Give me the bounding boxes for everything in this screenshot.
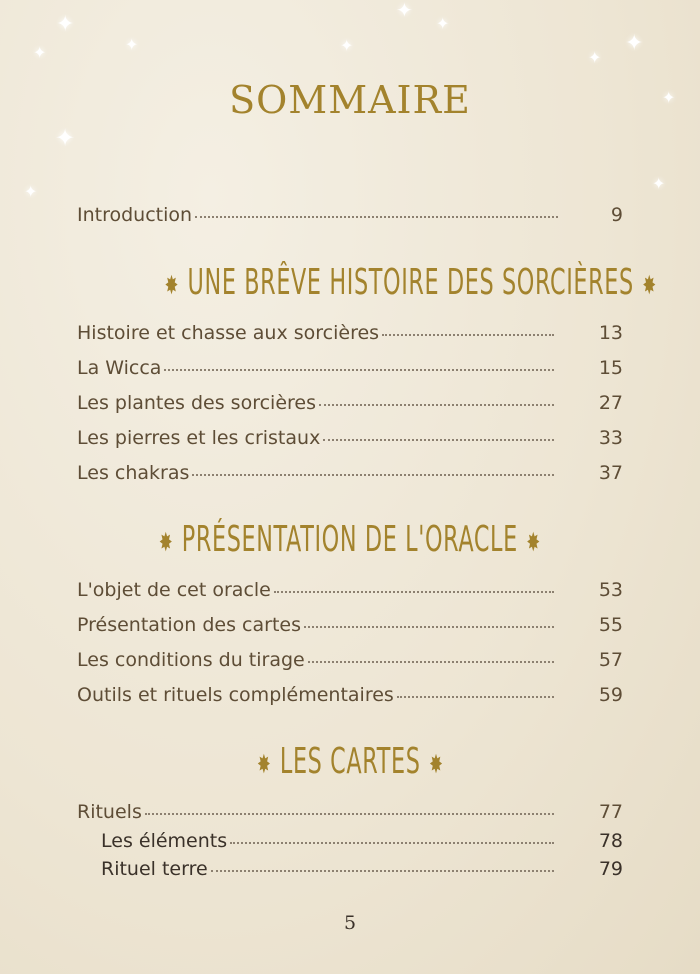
toc-entry[interactable] [77, 649, 623, 671]
star-decoration-icon: ✦ [24, 182, 38, 201]
dot-leader [323, 439, 554, 441]
toc-entry[interactable] [77, 357, 623, 379]
toc-entry-page: 53 [598, 579, 623, 601]
toc-entry[interactable] [77, 684, 623, 706]
asterisk-star-icon: ✸ [429, 750, 444, 780]
dot-leader [211, 870, 554, 872]
toc-entry-label: Présentation des cartes [77, 614, 301, 636]
section-heading: ✸ PRÉSENTATION DE L'ORACLE ✸ [159, 519, 541, 560]
star-decoration-icon: ✦ [625, 31, 644, 56]
star-decoration-icon: ✦ [340, 36, 354, 55]
toc-entry[interactable] [77, 579, 623, 601]
toc-entry-label: Les chakras [77, 462, 190, 484]
toc-entry[interactable] [77, 462, 623, 484]
star-decoration-icon: ✦ [33, 43, 47, 62]
toc-entry-label: Les pierres et les cristaux [77, 427, 321, 449]
toc-entry-page: 37 [598, 462, 623, 484]
toc-entry-page: 77 [598, 801, 623, 823]
toc-entry[interactable] [77, 392, 623, 414]
toc-subentry[interactable] [101, 858, 623, 880]
toc-entry-page: 79 [598, 858, 623, 880]
toc-entry-page: 55 [598, 614, 623, 636]
section-heading: ✸ UNE BRÊVE HISTOIRE DES SORCIÈRES ✸ [164, 262, 657, 303]
toc-entry-label: Les plantes des sorcières [77, 392, 316, 414]
star-decoration-icon: ✦ [652, 174, 666, 193]
dot-leader [308, 661, 554, 663]
star-decoration-icon: ✦ [55, 124, 76, 152]
star-decoration-icon: ✦ [436, 14, 450, 33]
dot-leader [230, 842, 554, 844]
toc-entry[interactable] [77, 322, 623, 344]
toc-entry-page: 15 [598, 357, 623, 379]
toc-entry-label: Les conditions du tirage [77, 649, 305, 671]
toc-entry[interactable] [77, 204, 623, 226]
dot-leader [274, 591, 554, 593]
dot-leader [164, 369, 553, 371]
toc-entry-page: 33 [598, 427, 623, 449]
star-decoration-icon: ✦ [125, 35, 139, 54]
star-decoration-icon: ✦ [588, 48, 602, 67]
toc-entry-label: Introduction [77, 204, 193, 226]
asterisk-star-icon: ✸ [642, 271, 657, 301]
toc-entry-page: 78 [598, 830, 623, 852]
page-title: SOMMAIRE [229, 78, 471, 122]
star-decoration-icon: ✦ [56, 12, 75, 37]
toc-entry-label: L'objet de cet oracle [77, 579, 271, 601]
dot-leader [304, 626, 554, 628]
toc-entry-label: Outils et rituels complémentaires [77, 684, 394, 706]
toc-subentry[interactable] [101, 830, 623, 852]
dot-leader [397, 696, 554, 698]
asterisk-star-icon: ✸ [164, 271, 179, 301]
dot-leader [192, 474, 553, 476]
toc-entry-page: 27 [598, 392, 623, 414]
section-heading: ✸ LES CARTES ✸ [256, 741, 444, 782]
asterisk-star-icon: ✸ [526, 528, 541, 558]
dot-leader [145, 813, 554, 815]
star-decoration-icon: ✦ [396, 0, 413, 22]
dot-leader [195, 216, 558, 218]
toc-entry-page: 13 [598, 322, 623, 344]
toc-entry-label: Histoire et chasse aux sorcières [77, 322, 380, 344]
toc-entry-label: Rituels [77, 801, 142, 823]
page-number: 5 [343, 912, 357, 934]
asterisk-star-icon: ✸ [159, 528, 174, 558]
toc-entry-page: 59 [598, 684, 623, 706]
toc-entry-label: Les éléments [101, 830, 228, 852]
toc-entry[interactable] [77, 801, 623, 823]
star-decoration-icon: ✦ [662, 88, 676, 107]
toc-entry-page: 57 [598, 649, 623, 671]
toc-entry[interactable] [77, 614, 623, 636]
asterisk-star-icon: ✸ [256, 750, 271, 780]
dot-leader [382, 334, 554, 336]
toc-entry[interactable] [77, 427, 623, 449]
dot-leader [319, 404, 554, 406]
toc-entry-label: La Wicca [77, 357, 162, 379]
toc-entry-label: Rituel terre [101, 858, 208, 880]
toc-entry-page: 9 [610, 204, 623, 226]
